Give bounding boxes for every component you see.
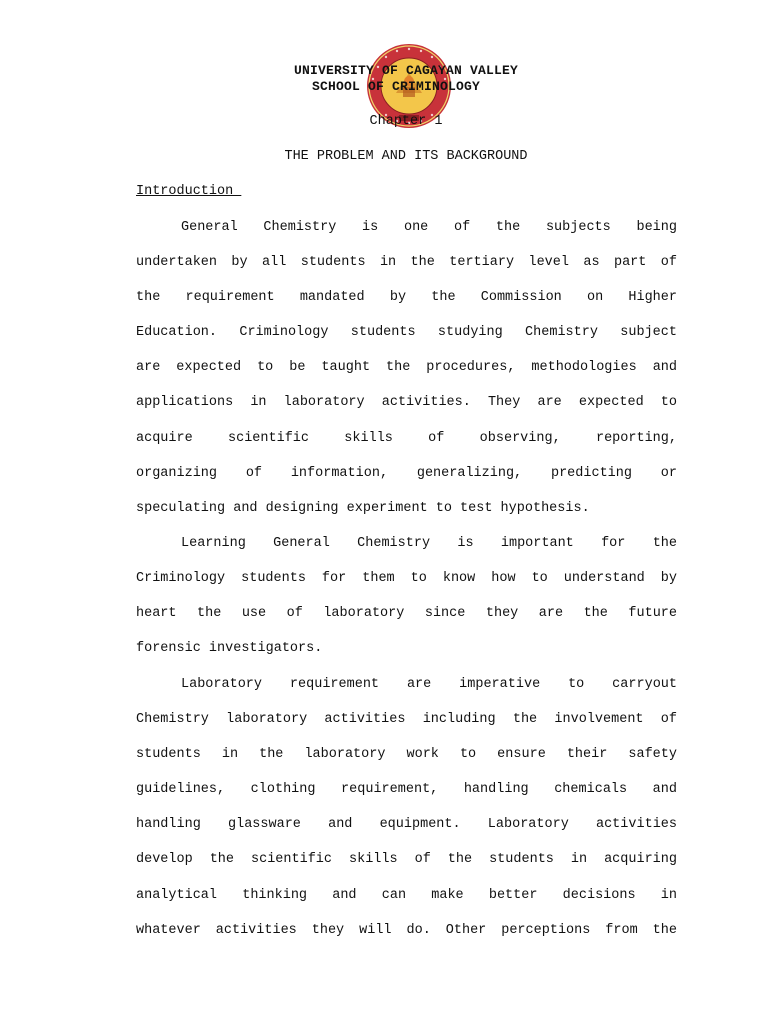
paragraph-line: applications in laboratory activities. They are expected to — [136, 395, 677, 410]
paragraph-line: guidelines, clothing requirement, handling chemicals and — [136, 782, 677, 797]
paragraph-line: Laboratory requirement are imperative to carryout — [181, 677, 677, 692]
paragraph-line: Criminology students for them to know how to understand by — [136, 571, 677, 586]
university-name: UNIVERSITY OF CAGAYAN VALLEY — [293, 63, 519, 78]
paragraph-line: students in the laboratory work to ensure their safety — [136, 747, 677, 762]
paragraph-line: the requirement mandated by the Commission on Higher — [136, 290, 677, 305]
paragraph-line: heart the use of laboratory since they are the future — [136, 606, 677, 621]
paragraph-line: Chemistry laboratory activities including the involvement of — [136, 712, 677, 727]
paragraph-line: acquire scientific skills of observing, reporting, — [136, 431, 677, 446]
paragraph-line: are expected to be taught the procedures, methodologies and — [136, 360, 677, 375]
section-heading: Introduction — [136, 184, 242, 199]
paragraph-line: forensic investigators. — [136, 641, 323, 656]
paragraph-line: Education. Criminology students studying Chemistry subject — [136, 325, 677, 340]
school-name: SCHOOL OF CRIMINOLOGY — [311, 79, 481, 94]
paragraph-line: develop the scientific skills of the students in acquiring — [136, 852, 677, 867]
chapter-title: THE PROBLEM AND ITS BACKGROUND — [284, 149, 528, 164]
paragraph-line: organizing of information, generalizing, predicting or — [136, 466, 677, 481]
paragraph-line: whatever activities they will do. Other perceptions from the — [136, 923, 677, 938]
paragraph-line: handling glassware and equipment. Laboratory activities — [136, 817, 677, 832]
chapter-label: Chapter 1 — [369, 114, 443, 129]
paragraph-line: speculating and designing experiment to test hypothesis. — [136, 501, 590, 516]
paragraph-line: Learning General Chemistry is important for the — [181, 536, 677, 551]
paragraph-line: analytical thinking and can make better decisions in — [136, 888, 677, 903]
paragraph-line: undertaken by all students in the tertiary level as part of — [136, 255, 677, 270]
paragraph-line: General Chemistry is one of the subjects being — [181, 220, 677, 235]
